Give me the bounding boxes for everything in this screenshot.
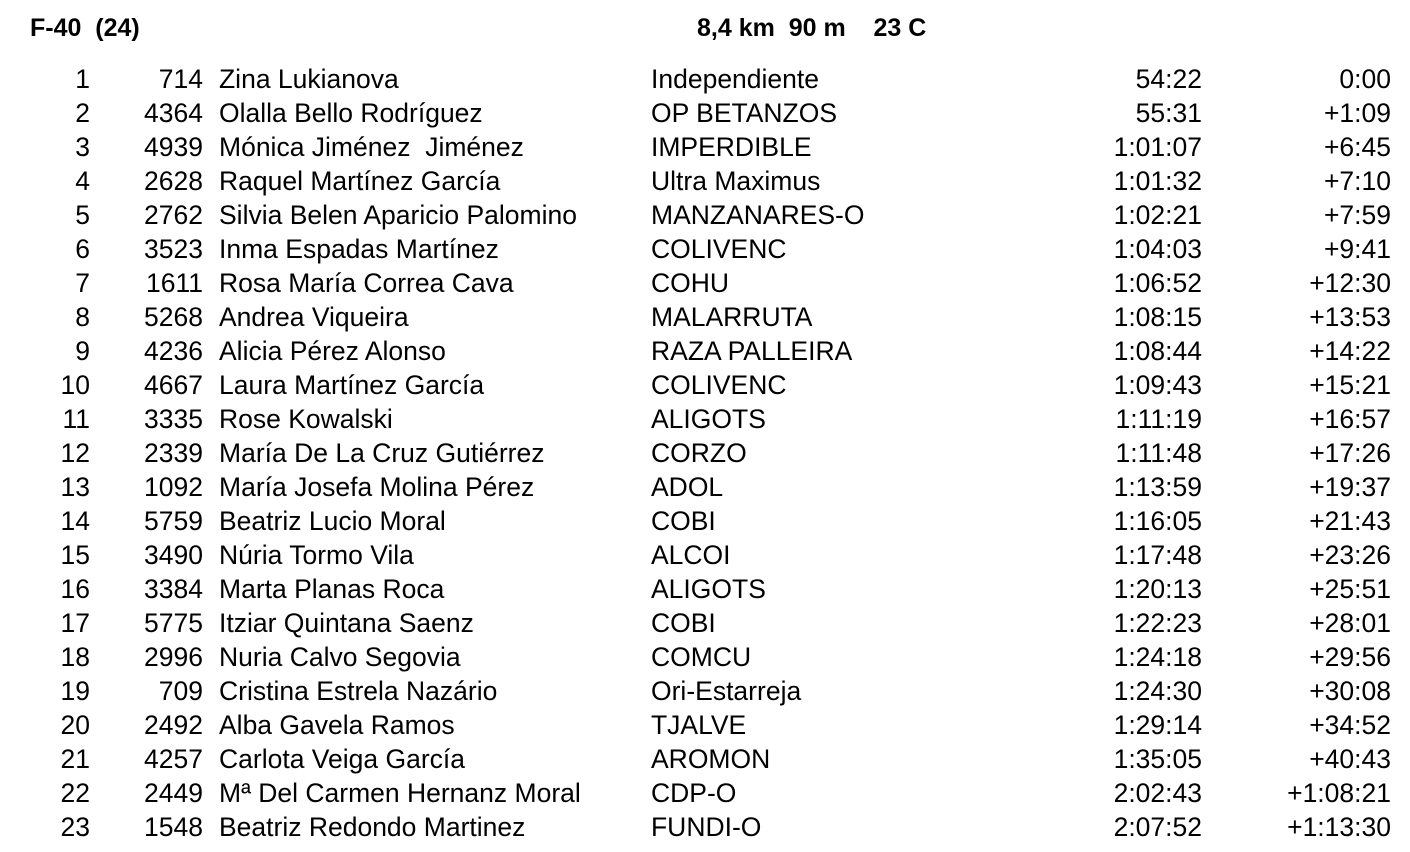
position-cell: 3 — [75, 132, 90, 162]
bib-number-cell: 1611 — [146, 268, 203, 298]
club-cell: Independiente — [651, 64, 819, 94]
position-cell: 12 — [60, 438, 90, 468]
position-cell: 19 — [60, 676, 90, 706]
bib-number-cell: 5759 — [144, 506, 203, 536]
position-cell: 4 — [75, 166, 90, 196]
time-behind-cell: +28:01 — [1309, 608, 1391, 638]
club-cell: ALIGOTS — [651, 574, 766, 604]
result-row — [0, 198, 1410, 232]
bib-number-cell: 1548 — [144, 812, 203, 842]
time-behind-cell: +17:26 — [1309, 438, 1391, 468]
club-cell: IMPERDIBLE — [651, 132, 812, 162]
bib-number-cell: 2449 — [144, 778, 203, 808]
club-cell: ALCOI — [651, 540, 731, 570]
finish-time-cell: 1:35:05 — [1113, 744, 1202, 774]
bib-number-cell: 5775 — [144, 608, 203, 638]
position-cell: 20 — [60, 710, 90, 740]
finish-time-cell: 1:04:03 — [1113, 234, 1202, 264]
position-cell: 18 — [60, 642, 90, 672]
time-behind-cell: +9:41 — [1323, 234, 1391, 264]
club-cell: COBI — [651, 608, 716, 638]
result-row — [0, 640, 1410, 674]
finish-time-cell: 1:20:13 — [1113, 574, 1202, 604]
club-cell: COBI — [651, 506, 716, 536]
time-behind-cell: +21:43 — [1309, 506, 1391, 536]
runner-name-cell: Olalla Bello Rodríguez — [219, 98, 483, 128]
finish-time-cell: 2:02:43 — [1113, 778, 1202, 808]
time-behind-cell: +29:56 — [1309, 642, 1391, 672]
bib-number-cell: 5268 — [144, 302, 203, 332]
time-behind-cell: +19:37 — [1309, 472, 1391, 502]
runner-name-cell: Itziar Quintana Saenz — [219, 608, 474, 638]
finish-time-cell: 1:09:43 — [1113, 370, 1202, 400]
finish-time-cell: 1:02:21 — [1113, 200, 1202, 230]
finish-time-cell: 1:17:48 — [1113, 540, 1202, 570]
runner-name-cell: Beatriz Lucio Moral — [219, 506, 446, 536]
bib-number-cell: 3384 — [144, 574, 203, 604]
bib-number-cell: 4257 — [144, 744, 203, 774]
runner-name-cell: Beatriz Redondo Martinez — [219, 812, 526, 842]
club-cell: RAZA PALLEIRA — [651, 336, 853, 366]
bib-number-cell: 709 — [158, 676, 203, 706]
finish-time-cell: 1:11:48 — [1115, 438, 1202, 468]
time-behind-cell: +25:51 — [1309, 574, 1391, 604]
time-behind-cell: +23:26 — [1309, 540, 1391, 570]
time-behind-cell: +34:52 — [1309, 710, 1391, 740]
result-row — [0, 62, 1410, 96]
result-row — [0, 266, 1410, 300]
runner-name-cell: Rose Kowalski — [219, 404, 393, 434]
time-behind-cell: 0:00 — [1339, 64, 1391, 94]
position-cell: 21 — [60, 744, 90, 774]
runner-name-cell: Silvia Belen Aparicio Palomino — [219, 200, 577, 230]
position-cell: 16 — [60, 574, 90, 604]
finish-time-cell: 1:06:52 — [1113, 268, 1202, 298]
runner-name-cell: Mª Del Carmen Hernanz Moral — [219, 778, 581, 808]
runner-name-cell: María De La Cruz Gutiérrez — [219, 438, 545, 468]
position-cell: 11 — [62, 404, 90, 434]
position-cell: 15 — [60, 540, 90, 570]
finish-time-cell: 1:16:05 — [1113, 506, 1202, 536]
result-row — [0, 470, 1410, 504]
bib-number-cell: 3335 — [144, 404, 203, 434]
finish-time-cell: 1:11:19 — [1115, 404, 1202, 434]
bib-number-cell: 3523 — [144, 234, 203, 264]
time-behind-cell: +1:09 — [1323, 98, 1391, 128]
results-list — [0, 62, 1410, 844]
position-cell: 8 — [75, 302, 90, 332]
result-row — [0, 436, 1410, 470]
position-cell: 9 — [75, 336, 90, 366]
club-cell: FUNDI-O — [651, 812, 762, 842]
result-row — [0, 708, 1410, 742]
position-cell: 5 — [75, 200, 90, 230]
result-row — [0, 606, 1410, 640]
bib-number-cell: 2996 — [144, 642, 203, 672]
bib-number-cell: 4939 — [144, 132, 203, 162]
position-cell: 13 — [60, 472, 90, 502]
result-row — [0, 538, 1410, 572]
runner-name-cell: Inma Espadas Martínez — [219, 234, 499, 264]
time-behind-cell: +16:57 — [1309, 404, 1391, 434]
club-cell: COLIVENC — [651, 234, 787, 264]
runner-name-cell: Raquel Martínez García — [219, 166, 501, 196]
finish-time-cell: 1:13:59 — [1113, 472, 1202, 502]
result-row — [0, 368, 1410, 402]
time-behind-cell: +13:53 — [1309, 302, 1391, 332]
club-cell: TJALVE — [651, 710, 747, 740]
club-cell: AROMON — [651, 744, 771, 774]
bib-number-cell: 4364 — [144, 98, 203, 128]
runner-name-cell: Laura Martínez García — [219, 370, 485, 400]
result-row — [0, 742, 1410, 776]
club-cell: CDP-O — [651, 778, 737, 808]
club-cell: Ultra Maximus — [651, 166, 821, 196]
finish-time-cell: 1:01:07 — [1113, 132, 1202, 162]
runner-name-cell: Carlota Veiga García — [219, 744, 465, 774]
position-cell: 10 — [60, 370, 90, 400]
finish-time-cell: 54:22 — [1135, 64, 1202, 94]
club-cell: ADOL — [651, 472, 724, 502]
bib-number-cell: 714 — [158, 64, 203, 94]
position-cell: 14 — [60, 506, 90, 536]
result-row — [0, 810, 1410, 844]
runner-name-cell: Marta Planas Roca — [219, 574, 445, 604]
club-cell: OP BETANZOS — [651, 98, 838, 128]
bib-number-cell: 3490 — [144, 540, 203, 570]
results-header — [0, 10, 1410, 46]
runner-name-cell: Andrea Viqueira — [219, 302, 409, 332]
result-row — [0, 402, 1410, 436]
club-cell: Ori-Estarreja — [651, 676, 802, 706]
runner-name-cell: Alicia Pérez Alonso — [219, 336, 446, 366]
position-cell: 23 — [60, 812, 90, 842]
runner-name-cell: Rosa María Correa Cava — [219, 268, 514, 298]
runner-name-cell: Cristina Estrela Nazário — [219, 676, 498, 706]
position-cell: 22 — [60, 778, 90, 808]
result-row — [0, 164, 1410, 198]
runner-name-cell: Alba Gavela Ramos — [219, 710, 455, 740]
bib-number-cell: 4236 — [144, 336, 203, 366]
position-cell: 7 — [75, 268, 90, 298]
finish-time-cell: 1:01:32 — [1113, 166, 1202, 196]
finish-time-cell: 1:24:18 — [1113, 642, 1202, 672]
club-cell: ALIGOTS — [651, 404, 766, 434]
finish-time-cell: 2:07:52 — [1113, 812, 1202, 842]
runner-name-cell: Nuria Calvo Segovia — [219, 642, 461, 672]
club-cell: COHU — [651, 268, 730, 298]
club-cell: MANZANARES-O — [651, 200, 865, 230]
finish-time-cell: 55:31 — [1135, 98, 1202, 128]
finish-time-cell: 1:24:30 — [1113, 676, 1202, 706]
club-cell: COMCU — [651, 642, 752, 672]
club-cell: COLIVENC — [651, 370, 787, 400]
result-row — [0, 232, 1410, 266]
runner-name-cell: Zina Lukianova — [219, 64, 399, 94]
finish-time-cell: 1:22:23 — [1113, 608, 1202, 638]
runner-name-cell: Mónica Jiménez Jiménez — [219, 132, 524, 162]
result-row — [0, 674, 1410, 708]
runner-name-cell: Núria Tormo Vila — [219, 540, 414, 570]
result-row — [0, 572, 1410, 606]
bib-number-cell: 2492 — [144, 710, 203, 740]
club-cell: CORZO — [651, 438, 747, 468]
time-behind-cell: +7:10 — [1323, 166, 1391, 196]
time-behind-cell: +12:30 — [1309, 268, 1391, 298]
bib-number-cell: 2762 — [144, 200, 203, 230]
bib-number-cell: 2339 — [144, 438, 203, 468]
result-row — [0, 96, 1410, 130]
finish-time-cell: 1:08:44 — [1113, 336, 1202, 366]
result-row — [0, 504, 1410, 538]
time-behind-cell: +40:43 — [1309, 744, 1391, 774]
bib-number-cell: 4667 — [144, 370, 203, 400]
time-behind-cell: +7:59 — [1323, 200, 1391, 230]
time-behind-cell: +1:13:30 — [1287, 812, 1391, 842]
time-behind-cell: +15:21 — [1309, 370, 1391, 400]
finish-time-cell: 1:08:15 — [1113, 302, 1202, 332]
club-cell: MALARRUTA — [651, 302, 813, 332]
time-behind-cell: +1:08:21 — [1287, 778, 1391, 808]
runner-name-cell: María Josefa Molina Pérez — [219, 472, 535, 502]
position-cell: 2 — [75, 98, 90, 128]
time-behind-cell: +14:22 — [1309, 336, 1391, 366]
result-row — [0, 334, 1410, 368]
position-cell: 1 — [75, 64, 90, 94]
time-behind-cell: +30:08 — [1309, 676, 1391, 706]
result-row — [0, 130, 1410, 164]
course-info: 8,4 km 90 m 23 C — [697, 14, 927, 42]
category-title: F-40 (24) — [30, 14, 140, 42]
position-cell: 6 — [75, 234, 90, 264]
bib-number-cell: 2628 — [144, 166, 203, 196]
bib-number-cell: 1092 — [144, 472, 203, 502]
result-row — [0, 300, 1410, 334]
finish-time-cell: 1:29:14 — [1113, 710, 1202, 740]
position-cell: 17 — [60, 608, 90, 638]
result-row — [0, 776, 1410, 810]
time-behind-cell: +6:45 — [1323, 132, 1391, 162]
